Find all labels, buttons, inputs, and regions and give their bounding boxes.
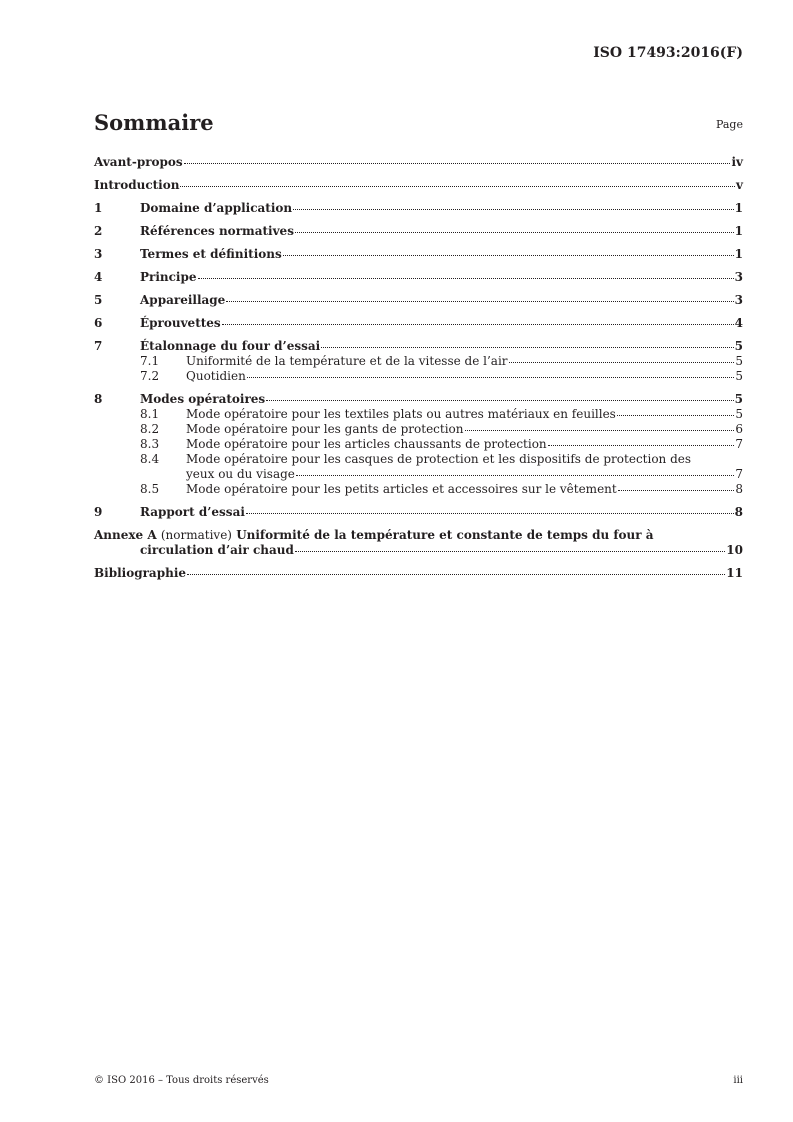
- toc-entry-label: Références normatives: [140, 224, 294, 238]
- leader-dots: [283, 255, 734, 256]
- leader-dots: [187, 574, 725, 575]
- toc-entry-section-6[interactable]: [94, 316, 743, 331]
- page-column-label: Page: [715, 118, 743, 131]
- toc-entry-number: 7.2: [140, 369, 160, 383]
- toc-entry-number: 3: [94, 247, 103, 261]
- toc-entry-label: Domaine d’application: [140, 201, 293, 215]
- footer-page-number: iii: [733, 1075, 743, 1086]
- leader-dots: [296, 475, 734, 476]
- toc-entry-number: 8.5: [140, 482, 160, 496]
- toc-entry-label: Avant-propos: [94, 155, 183, 169]
- toc-entry-number: 7.1: [140, 354, 160, 368]
- toc-entry-number: 8.1: [140, 407, 160, 421]
- toc-entry-section-7[interactable]: [94, 339, 743, 354]
- toc-entry-label: Termes et définitions: [140, 247, 282, 261]
- toc-entry-section-8-3[interactable]: [94, 437, 743, 452]
- toc-entry-page: 5: [734, 392, 743, 406]
- toc-entry-introduction[interactable]: [94, 178, 743, 193]
- toc-entry-section-8-4[interactable]: [94, 452, 743, 482]
- toc-entry-label: Bibliographie: [94, 566, 187, 580]
- toc-entry-section-9[interactable]: [94, 505, 743, 520]
- leader-dots: [266, 400, 733, 401]
- document-id: ISO 17493:2016(F): [593, 45, 743, 61]
- toc-entry-label-line2: yeux ou du visage: [186, 467, 295, 481]
- toc-entry-page: 5: [735, 407, 743, 421]
- toc-entry-label: Introduction: [94, 178, 180, 192]
- toc-entry-label-line1: Mode opératoire pour les casques de protection et les dispositifs de protection des: [186, 452, 692, 466]
- toc-entry-label: Modes opératoires: [140, 392, 266, 406]
- leader-dots: [548, 445, 735, 446]
- page-title: Sommaire: [94, 110, 214, 135]
- toc-entry-label: Mode opératoire pour les textiles plats ou autres matériaux en feuilles: [186, 407, 616, 421]
- toc-entry-avant-propos[interactable]: [94, 155, 743, 170]
- toc-entry-page: 8: [735, 482, 743, 496]
- toc-entry-page: 5: [735, 354, 743, 368]
- leader-dots: [465, 430, 735, 431]
- toc-entry-section-2[interactable]: [94, 224, 743, 239]
- toc-entry-number: 2: [94, 224, 103, 238]
- table-of-contents: [94, 155, 743, 581]
- toc-entry-page: 1: [734, 201, 743, 215]
- leader-dots: [509, 362, 735, 363]
- toc-entry-number: 5: [94, 293, 103, 307]
- leader-dots: [198, 278, 734, 279]
- leader-dots: [184, 163, 731, 164]
- toc-entry-section-8-2[interactable]: [94, 422, 743, 437]
- leader-dots: [293, 209, 734, 210]
- toc-entry-page: 7: [735, 467, 743, 481]
- toc-entry-section-5[interactable]: [94, 293, 743, 308]
- leader-dots: [295, 232, 734, 233]
- toc-entry-label: Mode opératoire pour les articles chaussants de protection: [186, 437, 547, 451]
- toc-entry-section-7-2[interactable]: [94, 369, 743, 384]
- toc-entry-page: 4: [734, 316, 743, 330]
- toc-entry-number: 4: [94, 270, 103, 284]
- toc-entry-label: Éprouvettes: [140, 316, 221, 330]
- annex-prefix: Annexe A: [94, 528, 157, 542]
- toc-entry-label: Appareillage: [140, 293, 226, 307]
- toc-entry-number: 8.2: [140, 422, 160, 436]
- toc-entry-number: 7: [94, 339, 103, 353]
- toc-entry-page: 1: [734, 247, 743, 261]
- footer-copyright: © ISO 2016 – Tous droits réservés: [94, 1075, 269, 1086]
- toc-entry-number: 8.3: [140, 437, 160, 451]
- leader-dots: [321, 347, 733, 348]
- toc-entry-number: 6: [94, 316, 103, 330]
- toc-entry-section-8-1[interactable]: [94, 407, 743, 422]
- toc-entry-number: 8: [94, 392, 103, 406]
- toc-entry-page: 3: [734, 270, 743, 284]
- leader-dots: [247, 377, 735, 378]
- toc-entry-label: Uniformité de la température et de la vitesse de l’air: [186, 354, 508, 368]
- toc-entry-section-3[interactable]: [94, 247, 743, 262]
- toc-entry-bibliographie[interactable]: [94, 566, 743, 581]
- toc-entry-label: Principe: [140, 270, 197, 284]
- annex-type: (normative): [160, 528, 232, 542]
- toc-entry-section-4[interactable]: [94, 270, 743, 285]
- toc-entry-label: Mode opératoire pour les petits articles et accessoires sur le vêtement: [186, 482, 617, 496]
- leader-dots: [226, 301, 733, 302]
- toc-entry-page: 5: [734, 339, 743, 353]
- toc-entry-page: 6: [735, 422, 743, 436]
- toc-entry-number: 8.4: [140, 452, 160, 466]
- toc-entry-annex-a[interactable]: [94, 528, 743, 558]
- toc-entry-page: 10: [726, 543, 743, 557]
- toc-entry-label-line1: Uniformité de la température et constante de temps du four à: [236, 528, 654, 542]
- toc-entry-number: 1: [94, 201, 103, 215]
- leader-dots: [295, 551, 725, 552]
- toc-entry-label: Étalonnage du four d’essai: [140, 339, 321, 353]
- toc-entry-label: Rapport d’essai: [140, 505, 245, 519]
- toc-entry-page: 7: [735, 437, 743, 451]
- toc-entry-number: 9: [94, 505, 103, 519]
- toc-entry-page: 1: [734, 224, 743, 238]
- leader-dots: [617, 415, 735, 416]
- toc-entry-page: iv: [731, 155, 743, 169]
- toc-entry-section-8-5[interactable]: [94, 482, 743, 497]
- toc-entry-section-1[interactable]: [94, 201, 743, 216]
- toc-entry-page: v: [736, 178, 743, 192]
- leader-dots: [180, 186, 735, 187]
- toc-entry-page: 11: [726, 566, 743, 580]
- leader-dots: [246, 513, 734, 514]
- toc-entry-page: 5: [735, 369, 743, 383]
- toc-entry-label-line2: circulation d’air chaud: [140, 543, 294, 557]
- toc-entry-page: 8: [734, 505, 743, 519]
- toc-entry-page: 3: [734, 293, 743, 307]
- toc-entry-section-8[interactable]: [94, 392, 743, 407]
- toc-entry-label: Quotidien: [186, 369, 246, 383]
- leader-dots: [618, 490, 735, 491]
- leader-dots: [222, 324, 734, 325]
- toc-entry-label: Mode opératoire pour les gants de protection: [186, 422, 464, 436]
- toc-entry-section-7-1[interactable]: [94, 354, 743, 369]
